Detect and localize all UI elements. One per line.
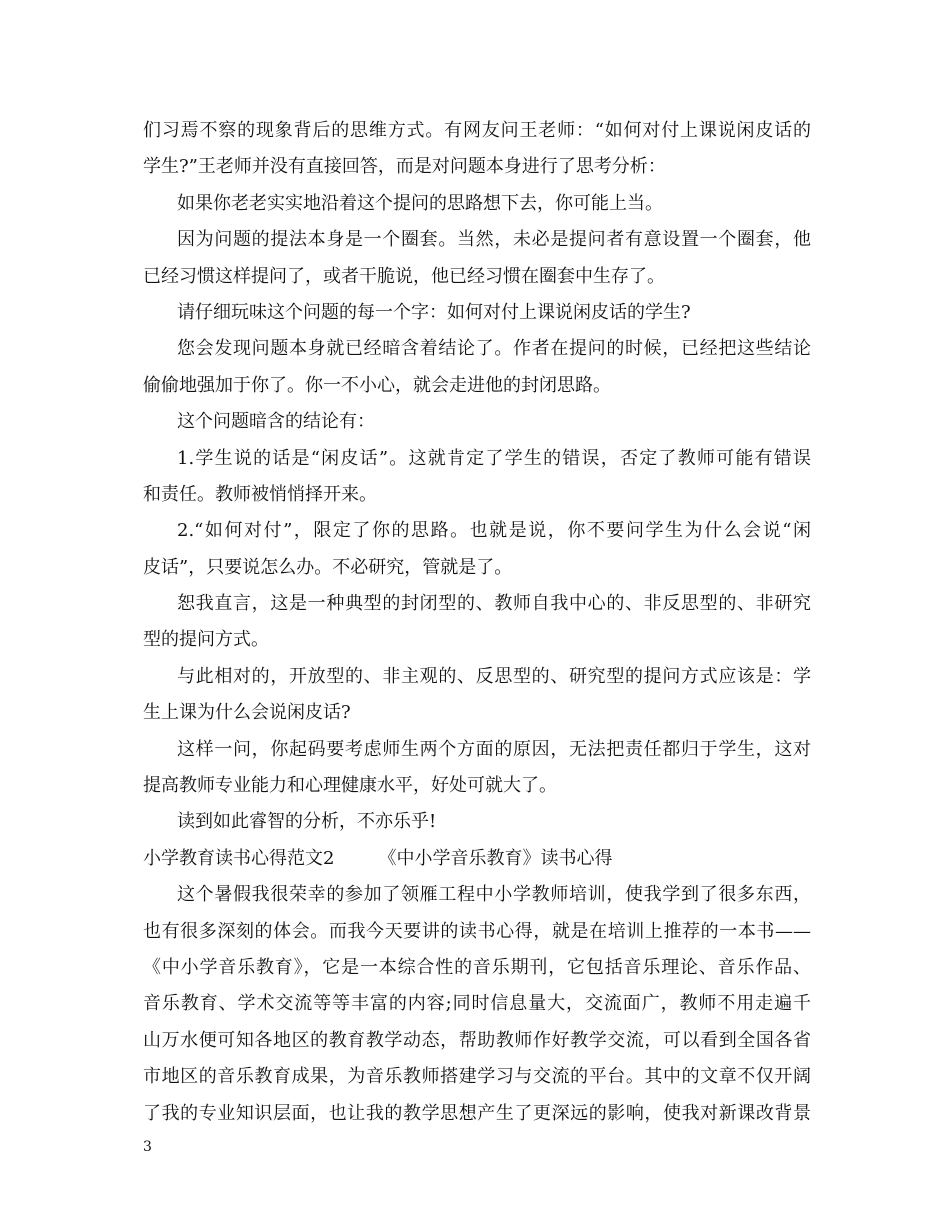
text-line: 如果你老老实实地沿着这个提问的思路想下去，你可能上当。 [177,192,663,214]
text-line: 您会发现问题本身就已经暗含着结论了。作者在提问的时候，已经把这些结论 [177,338,811,360]
text-line: 这个暑假我很荣幸的参加了领雁工程中小学教师培训，使我学到了很多东西， [177,884,811,906]
text-line: 与此相对的，开放型的、非主观的、反思型的、研究型的提问方式应该是：学 [177,665,811,687]
text-line: 市地区的音乐教育成果，为音乐教师搭建学习与交流的平台。其中的文章不仅开阔 [143,1066,811,1088]
text-line: 请仔细玩味这个问题的每一个字：如何对付上课说闲皮话的学生? [177,301,691,323]
document-body [143,113,811,1132]
text-line: 生上课为什么会说闲皮话? [143,702,351,724]
text-line: 2.“如何对付”，限定了你的思路。也就是说，你不要问学生为什么会说“闲 [177,520,811,542]
text-line: 已经习惯这样提问了，或者干脆说，他已经习惯在圈套中生存了。 [143,265,665,287]
text-line: 学生?”王老师并没有直接回答，而是对问题本身进行了思考分析： [143,156,666,178]
page-number: 3 [143,1139,152,1155]
text-line: 和责任。教师被悄悄择开来。 [143,483,377,505]
text-line: 也有很多深刻的体会。而我今天要讲的读书心得，就是在培训上推荐的一本书—— [143,920,811,942]
section-heading-subtitle: 《中小学音乐教育》读书心得 [378,847,613,869]
text-line: 提高教师专业能力和心理健康水平，好处可就大了。 [143,775,557,797]
section-heading [143,841,811,877]
text-line: 型的提问方式。 [143,629,269,651]
text-line: 这个问题暗含的结论有： [177,411,375,433]
text-line: 们习焉不察的现象背后的思维方式。有网友问王老师：“如何对付上课说闲皮话的 [143,120,811,141]
text-line: 《中小学音乐教育》，它是一本综合性的音乐期刊，它包括音乐理论、音乐作品、 [143,956,811,978]
text-line: 这样一问，你起码要考虑师生两个方面的原因，无法把责任都归于学生，这对 [177,738,811,760]
text-line: 山万水便可知各地区的教育教学动态，帮助教师作好教学交流，可以看到全国各省 [143,1029,811,1051]
text-line: 1.学生说的话是“闲皮话”。这就肯定了学生的错误，否定了教师可能有错误 [177,447,811,469]
text-line: 因为问题的提法本身是一个圈套。当然，未必是提问者有意设置一个圈套，他 [177,229,811,251]
section-heading-title: 小学教育读书心得范文2 [143,847,335,869]
text-line: 音乐教育、学术交流等等丰富的内容;同时信息量大，交流面广，教师不用走遍千 [143,993,811,1015]
text-line: 读到如此睿智的分析，不亦乐乎! [177,811,437,833]
text-line: 恕我直言，这是一种典型的封闭型的、教师自我中心的、非反思型的、非研究 [177,593,811,615]
text-line: 皮话”，只要说怎么办。不必研究，管就是了。 [143,556,513,578]
text-line: 偷偷地强加于你了。你一不小心，就会走进他的封闭思路。 [143,374,611,396]
text-line: 了我的专业知识层面，也让我的教学思想产生了更深远的影响，使我对新课改背景 [143,1102,811,1124]
